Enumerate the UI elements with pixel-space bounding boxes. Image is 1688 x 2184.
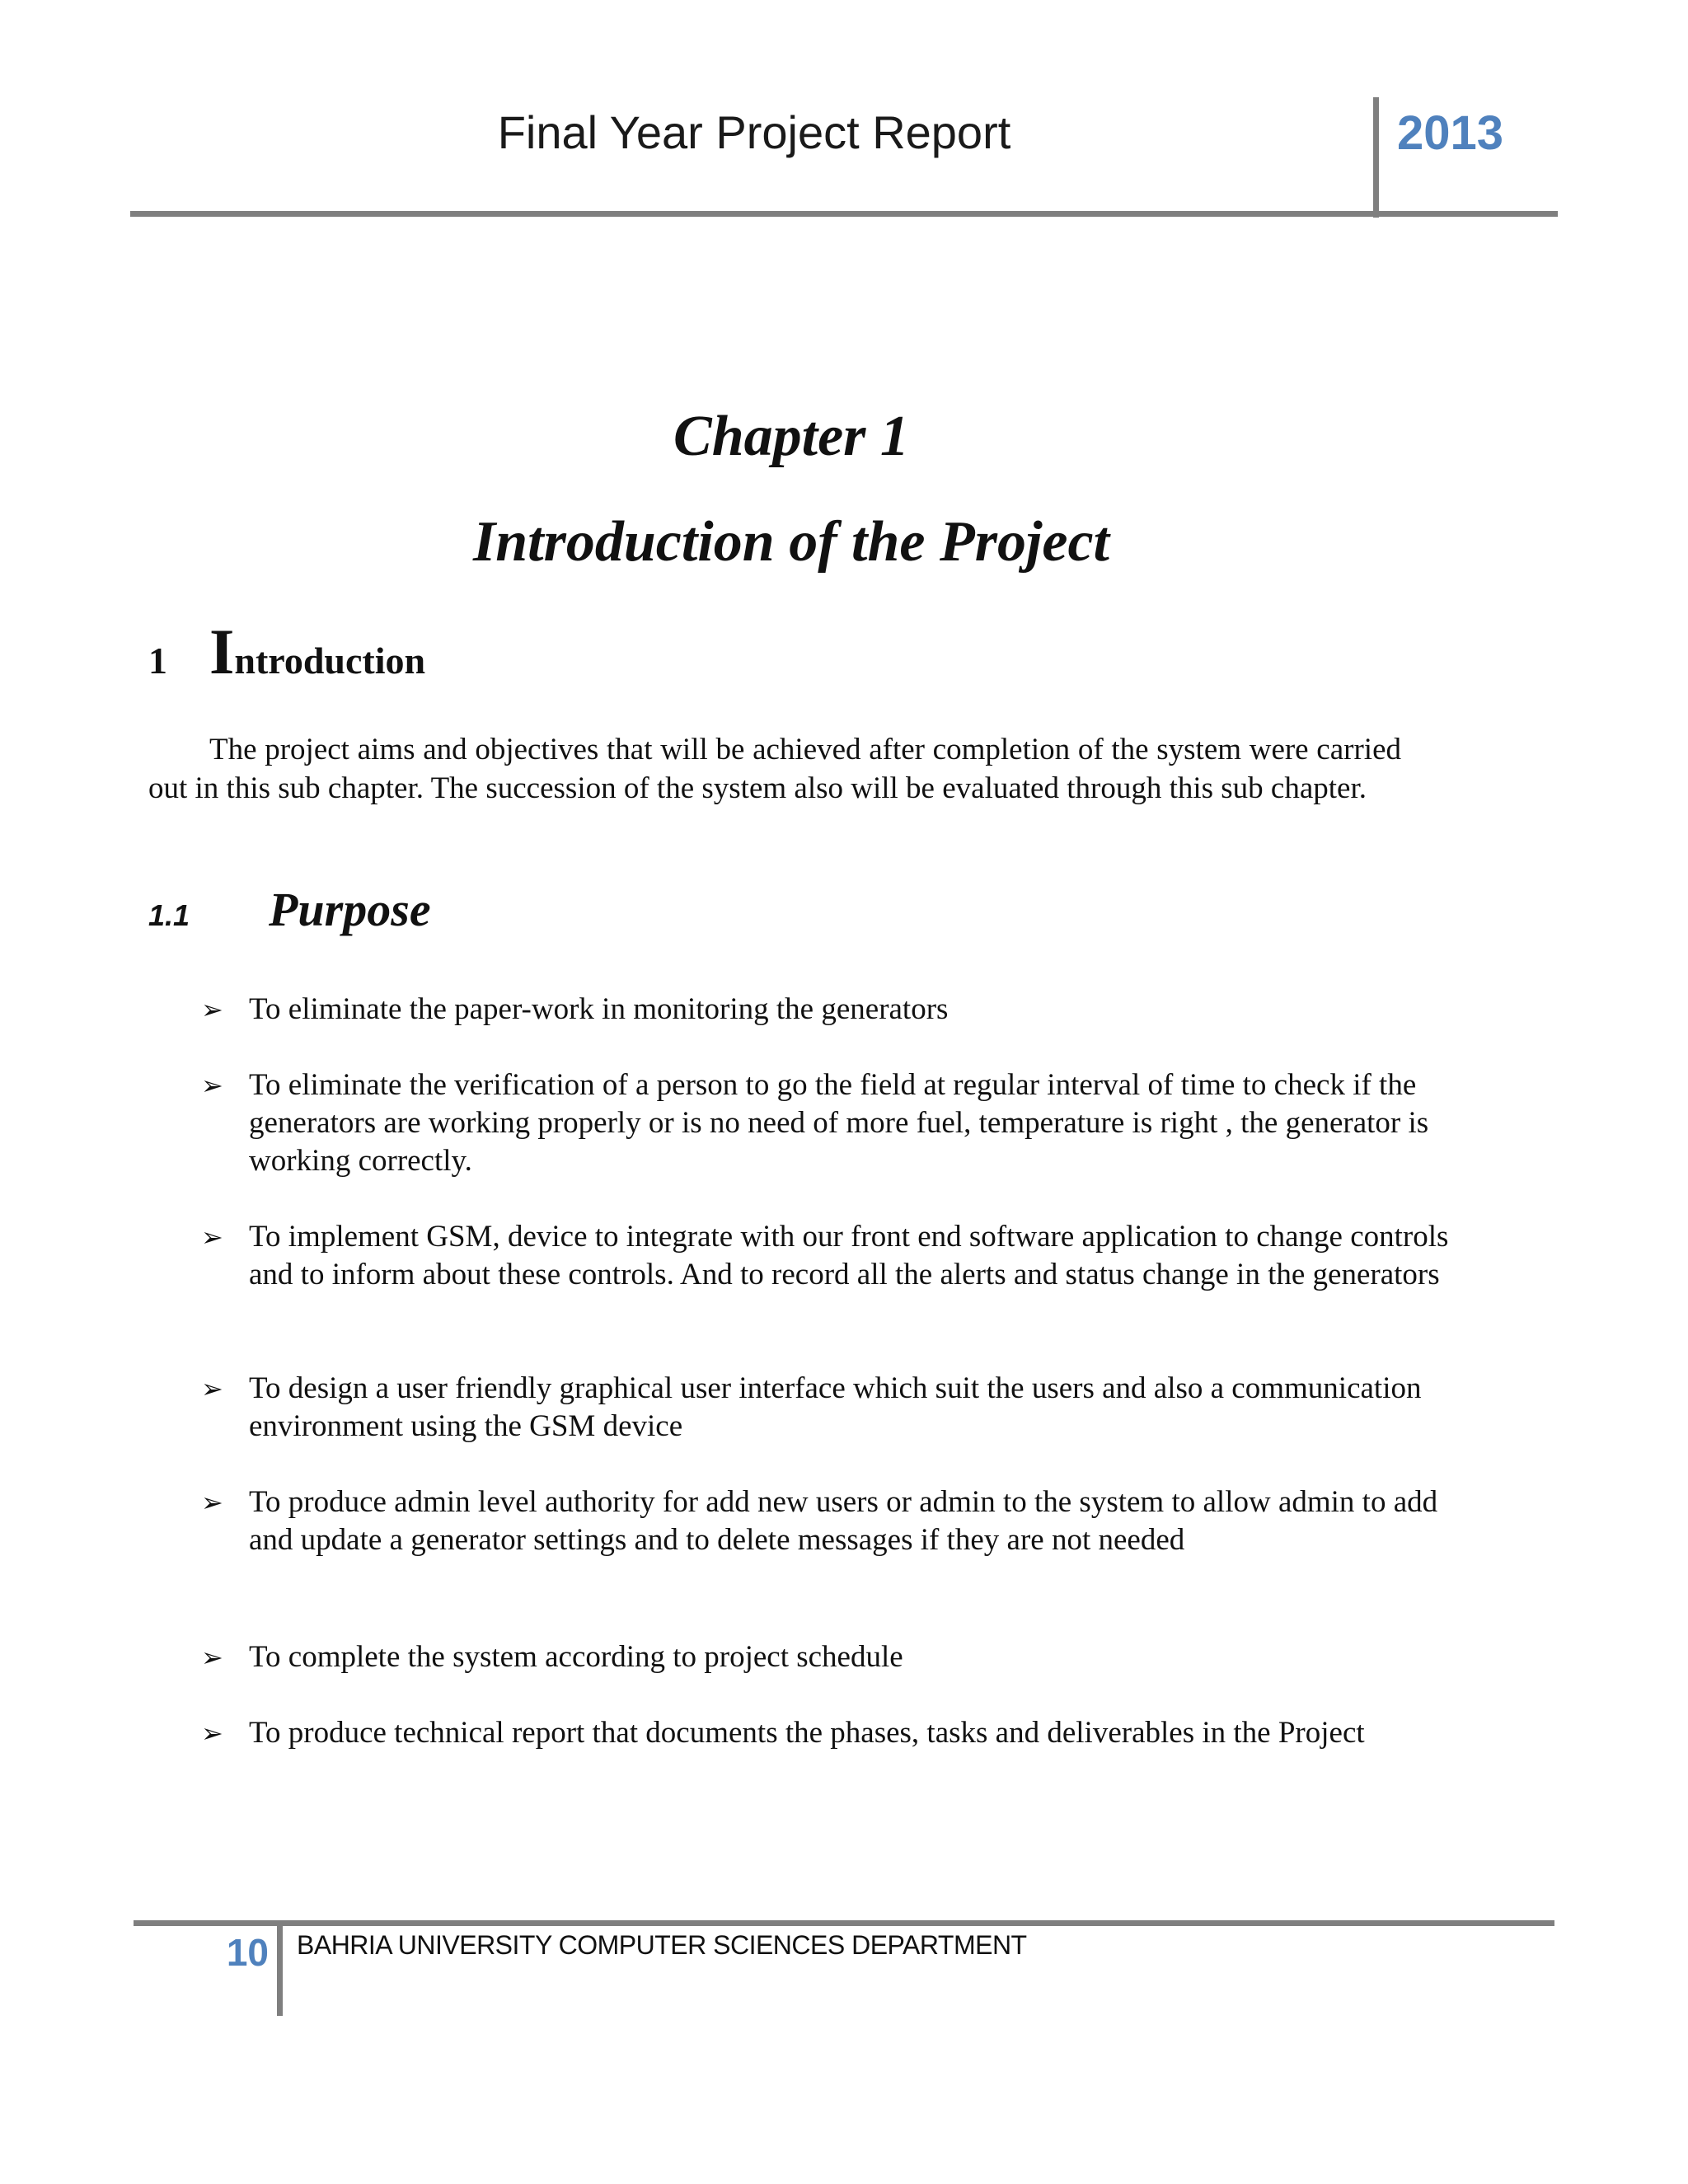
list-item [201, 1370, 1454, 1446]
page-number: 10 [226, 1931, 269, 1974]
list-item [201, 1714, 1454, 1752]
subsection-number: 1.1 [148, 898, 190, 932]
arrow-bullet-icon: ➢ [201, 1373, 223, 1404]
list-item [201, 1218, 1454, 1294]
list-item [201, 1066, 1454, 1180]
chapter-title: Introduction of the Project [473, 510, 1109, 574]
objective-text: To complete the system according to project schedule [249, 1640, 903, 1674]
section-title-rest: ntroduction [234, 640, 426, 682]
list-item [201, 1638, 1454, 1676]
report-title: Final Year Project Report [497, 106, 1011, 158]
list-item [201, 1483, 1454, 1559]
arrow-bullet-icon: ➢ [201, 1221, 223, 1253]
arrow-bullet-icon: ➢ [201, 1487, 223, 1518]
objective-text: To eliminate the verification of a person to go the field at regular interval of time to check if the generators are working properly or is no need of more fuel, temperature is right , the generator is working correctly. [249, 1068, 1429, 1178]
section-number: 1 [148, 640, 167, 682]
objective-text: To produce admin level authority for add new users or admin to the system to allow admin to add and update a generator settings and to delete messages if they are not needed [249, 1485, 1438, 1557]
section-heading [148, 616, 426, 687]
arrow-bullet-icon: ➢ [201, 994, 223, 1025]
arrow-bullet-icon: ➢ [201, 1718, 223, 1749]
report-year: 2013 [1397, 106, 1504, 160]
objective-text: To eliminate the paper-work in monitoring the generators [249, 992, 949, 1026]
header-rule [130, 211, 1558, 217]
list-item [201, 991, 1454, 1029]
footer-rule [134, 1920, 1554, 1926]
objective-text: To produce technical report that documents the phases, tasks and deliverables in the Project [249, 1716, 1365, 1750]
intro-paragraph: The project aims and objectives that will be achieved after completion of the system were carried out in this sub chapter. The succession of the system also will be evaluated through this sub chapter. [148, 733, 1401, 805]
arrow-bullet-icon: ➢ [201, 1642, 223, 1673]
arrow-bullet-icon: ➢ [201, 1070, 223, 1101]
objective-text: To implement GSM, device to integrate with our front end software application to change controls and to inform about these controls. And to record all the alerts and status change in the generators [249, 1220, 1449, 1291]
section-title-initial: I [209, 616, 235, 687]
footer-divider [277, 1920, 283, 2016]
subsection-title: Purpose [269, 883, 431, 936]
chapter-number: Chapter 1 [673, 405, 909, 468]
footer-department: BAHRIA UNIVERSITY COMPUTER SCIENCES DEPARTMENT [297, 1930, 1027, 1960]
header-divider [1373, 97, 1379, 218]
objective-text: To design a user friendly graphical user interface which suit the users and also a communication environment using the GSM device [249, 1371, 1422, 1443]
subsection-heading [148, 882, 431, 937]
